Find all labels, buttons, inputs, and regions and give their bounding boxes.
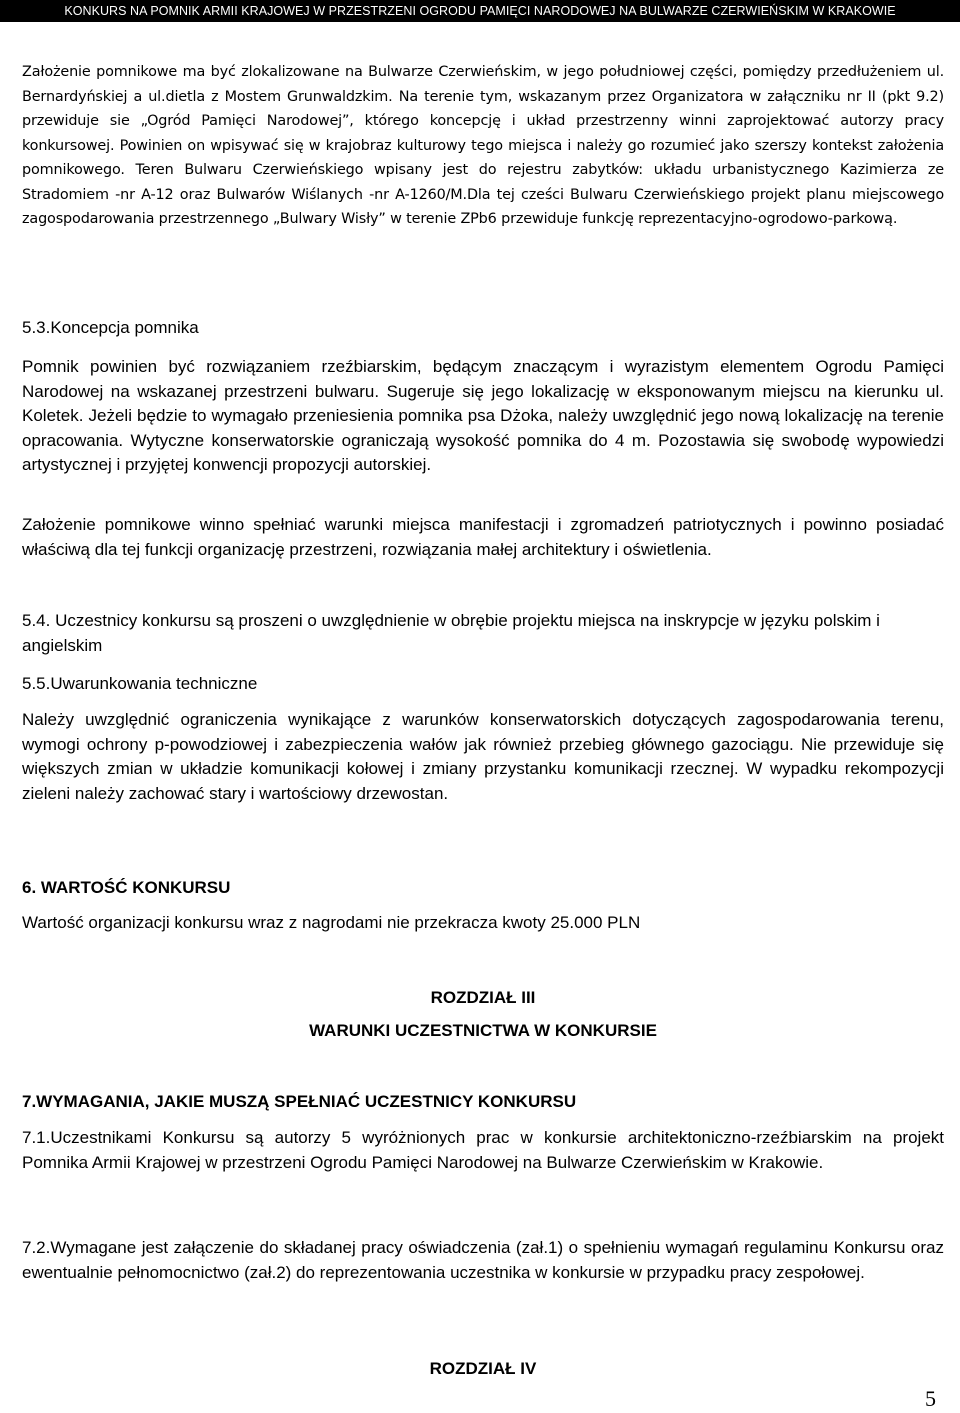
chapter-3-subtitle: WARUNKI UCZESTNICTWA W KONKURSIE [309,1021,657,1040]
chapter-3-title: ROZDZIAŁ III [430,988,536,1007]
required-documents-paragraph: 7.2.Wymagane jest załączenie do składanej pracy oświadczenia (zał.1) o spełnieniu wymagań regulaminu Konkursu oraz ewentualnie pełnomocnictwo (zał.2) do reprezentowania uczestnika w konkursie w przypadku pracy zespołowej. [22,1238,944,1282]
concept-heading: 5.3.Koncepcja pomnika [22,318,199,337]
memorial-requirements-paragraph: Założenie pomnikowe winno spełniać warunki miejsca manifestacji i zgromadzeń patriotycznych i powinno posiadać właściwą dla tej funkcji organizację przestrzeni, rozwiązania małej architektury i oświetlenia. [22,515,944,559]
chapter-4-title: ROZDZIAŁ IV [429,1359,537,1378]
concept-paragraph: Pomnik powinien być rozwiązaniem rzeźbiarskim, będącym znaczącym i wyrazistym elementem Ogrodu Pamięci Narodowej na wskazanej przestrzeni bulwaru. Sugeruje się jego lokalizację w eksponowanym miejscu na kierunku ul. Koletek. Jeżeli będzie to wymagało przeniesienia pomnika psa Dżoka, należy uwzględnić jego nową lokalizację na terenie opracowania. Wytyczne konserwatorskie ograniczają wysokość pomnika do 4 m. Pozostawia się swobodę wypowiedzi artystycznej i przyjętej konwencji propozycji autorskiej. [22,357,944,474]
inscriptions-paragraph: 5.4. Uczestnicy konkursu są proszeni o uwzględnienie w obrębie projektu miejsca na inskrypcje w języku polskim i angielskim [22,611,880,655]
competition-value-paragraph: Wartość organizacji konkursu wraz z nagrodami nie przekracza kwoty 25.000 PLN [22,913,641,932]
technical-conditions-heading: 5.5.Uwarunkowania techniczne [22,674,258,693]
location-paragraph: Założenie pomnikowe ma być zlokalizowane na Bulwarze Czerwieńskim, w jego południowej części, pomiędzy przedłużeniem ul. Bernardyńskiej a ul.dietla z Mostem Grunwaldzkim. Na terenie tym, wskazanym przez Organizatora w załączniku nr II (pkt 9.2) przewiduje sie „Ogród Pamięci Narodowej”, którego koncepcję i układ przestrzenny winni zaprojektować autorzy pracy konkursowej. Powinien on wpisywać się w krajobraz kulturowy tego miejsca i należy go rozumieć jako szerszy kontekst założenia pomnikowego. Teren Bulwaru Czerwieńskiego wpisany jest do rejestru zabytków: układu urbanistycznego Kazimierza ze Stradomiem -nr A-12 oraz Bulwarów Wiślanych -nr A-1260/M.Dla tej cześci Bulwaru Czerwieńskiego projekt planu miejscowego zagospodarowania przestrzennego „Bulwary Wisły” w terenie ZPb6 przewiduje funkcję reprezentacyjno-ogrodowo-parkową. [22,64,944,227]
competition-value-heading: 6. WARTOŚĆ KONKURSU [22,878,231,897]
document-header: KONKURS NA POMNIK ARMII KRAJOWEJ W PRZESTRZENI OGRODU PAMIĘCI NARODOWEJ NA BULWARZE CZERWIEŃSKIM W KRAKOWIE [0,0,960,22]
technical-conditions-paragraph: Należy uwzględnić ograniczenia wynikające z warunków konserwatorskich dotyczących zagospodarowania terenu, wymogi ochrony p-powodziowej i zabezpieczenia wałów jak również przebieg głównego gazociągu. Nie przewiduje się większych zmian w układzie komunikacji kołowej i zmiany przystanku komunikacji rzecznej. W wypadku rekompozycji zieleni należy zachować stary i wartościowy drzewostan. [22,710,944,803]
participants-paragraph: 7.1.Uczestnikami Konkursu są autorzy 5 wyróżnionych prac w konkursie architektoniczno-rzeźbiarskim na projekt Pomnika Armii Krajowej w przestrzeni Ogrodu Pamięci Narodowej na Bulwarze Czerwieńskim w Krakowie. [22,1128,944,1172]
page-number: 5 [925,1386,936,1411]
participant-requirements-heading: 7.WYMAGANIA, JAKIE MUSZĄ SPEŁNIAĆ UCZESTNICY KONKURSU [22,1092,577,1111]
